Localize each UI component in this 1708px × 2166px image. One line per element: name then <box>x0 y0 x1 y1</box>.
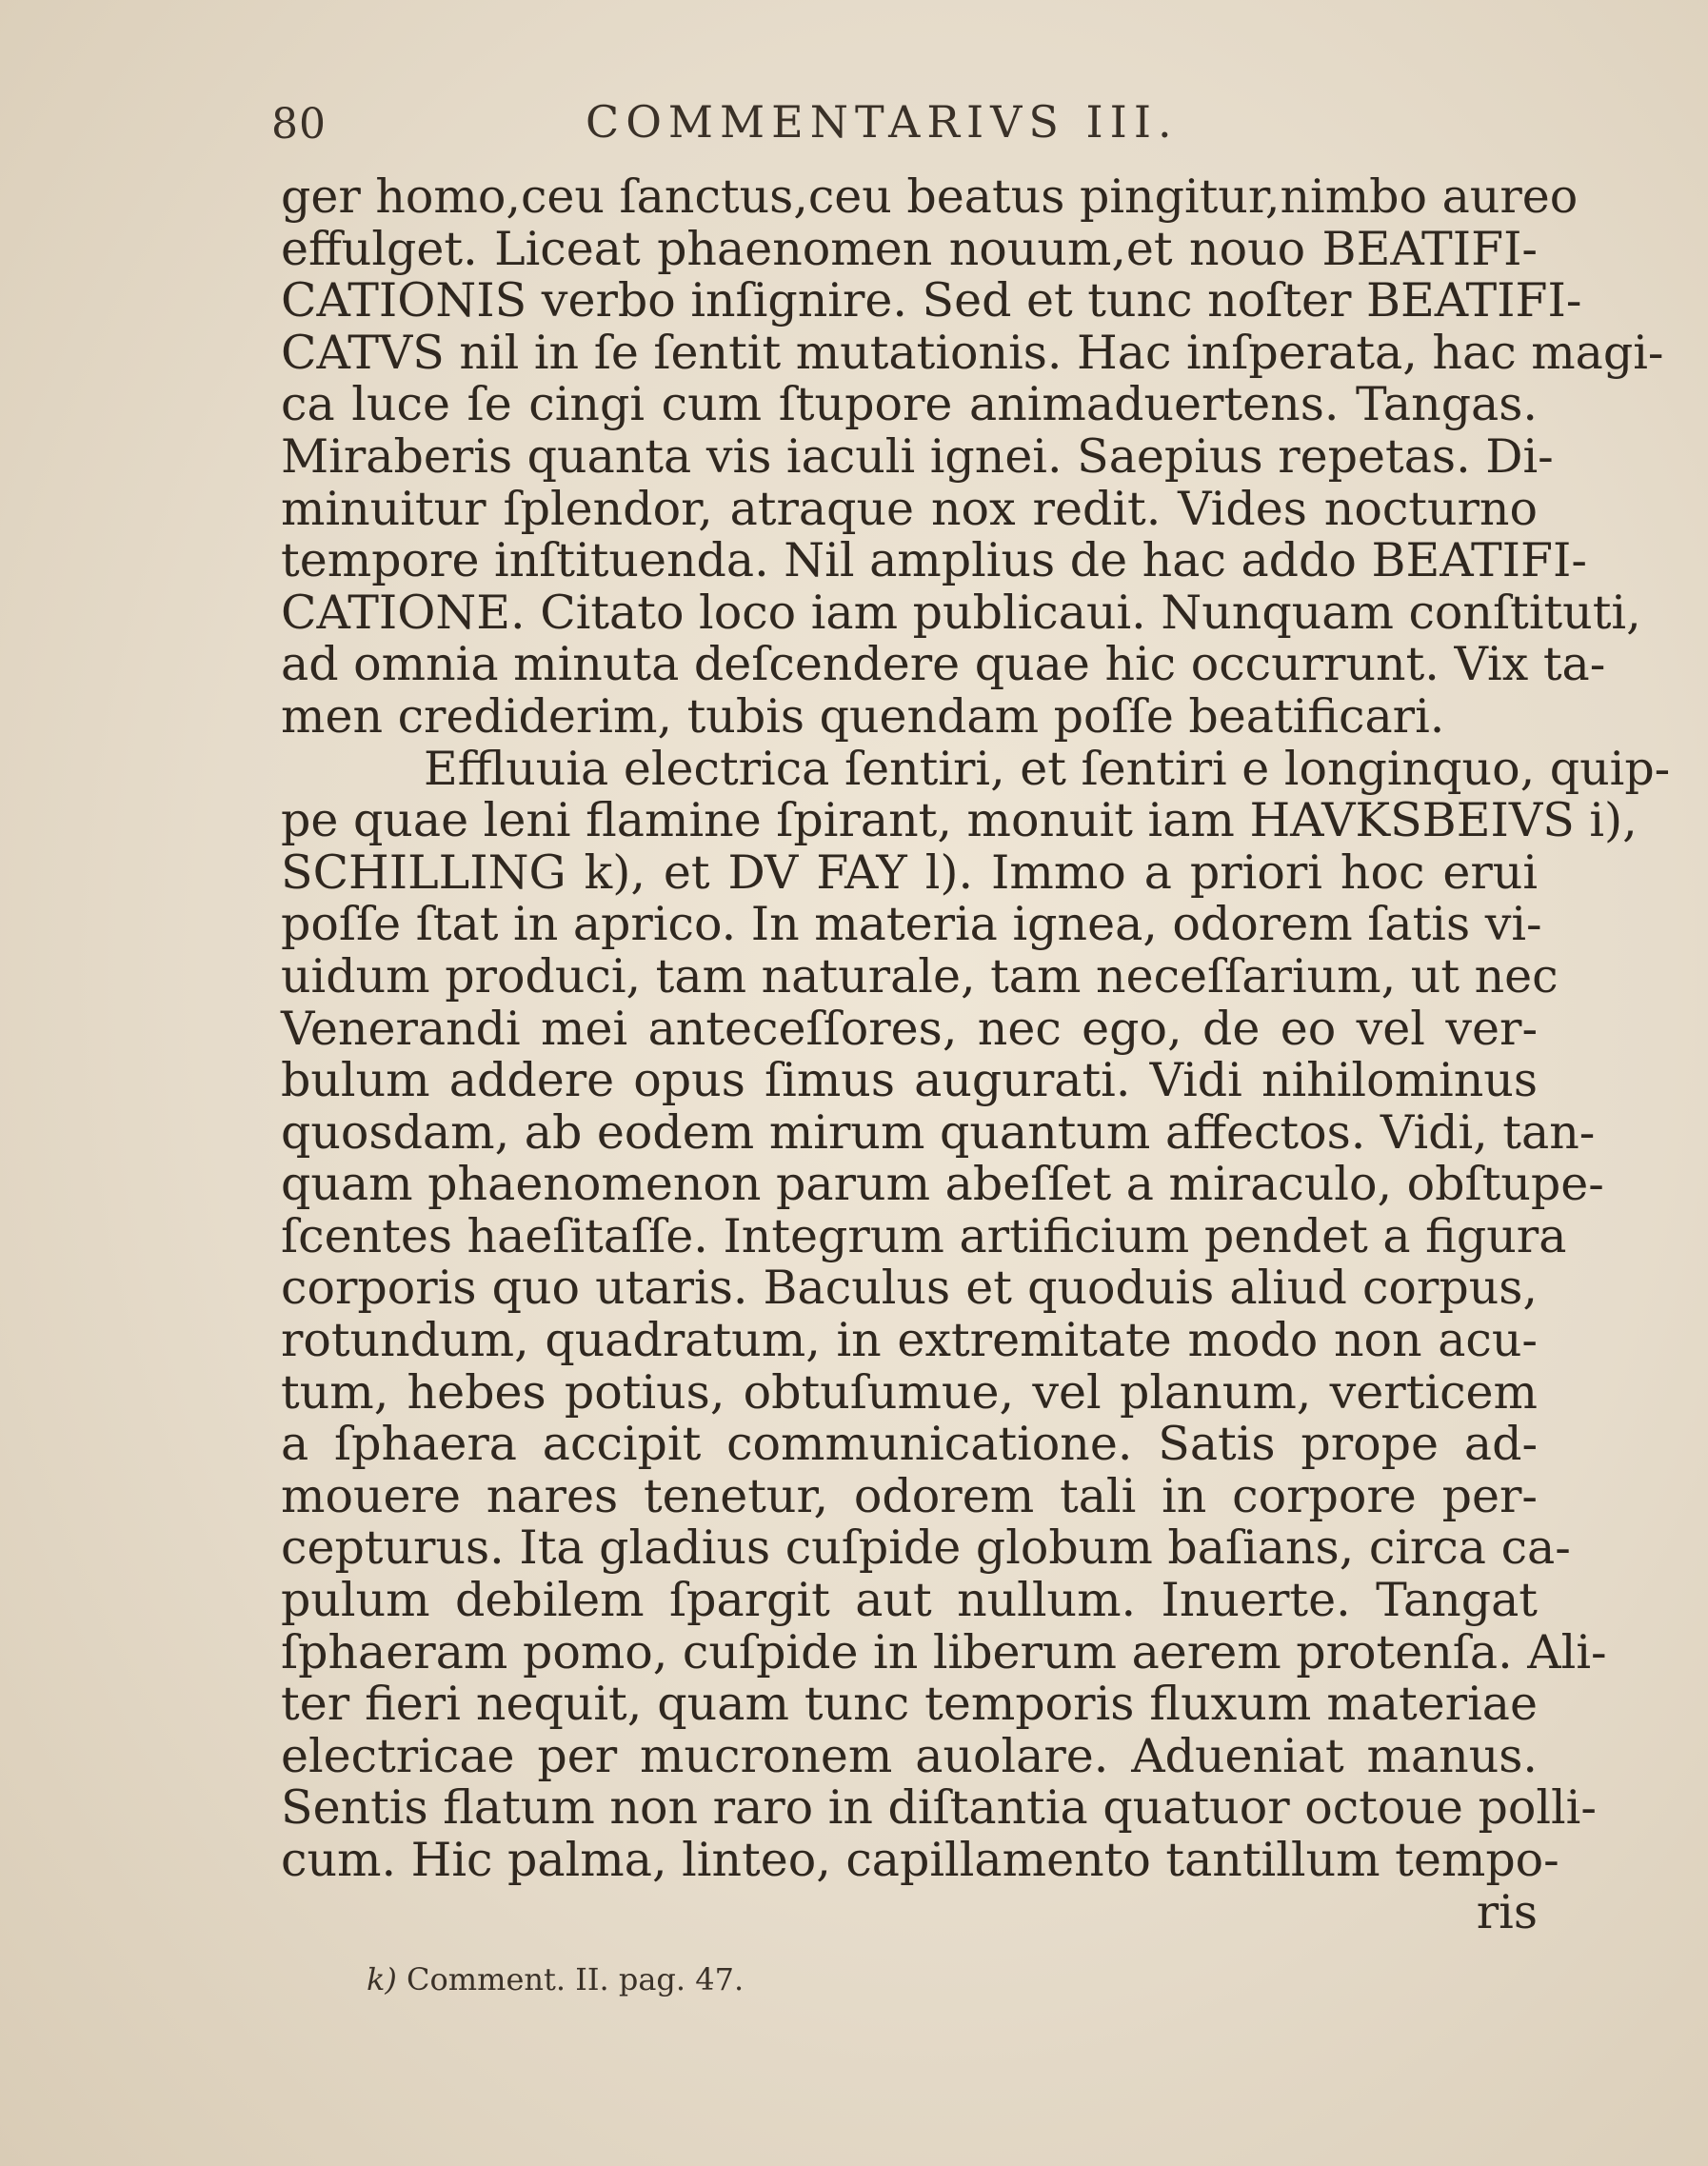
text-line: uidum produci, tam naturale, tam neceſſarium, ut nec <box>281 948 1559 1004</box>
text-line: cum. Hic palma, linteo, capillamento tantillum tempo- <box>281 1833 1559 1887</box>
footnote <box>367 1961 744 1997</box>
text-line: rotundum, quadratum, in extremitate modo non acu- <box>281 1313 1538 1368</box>
text-line: corporis quo utaris. Baculus et quoduis aliud corpus, <box>281 1261 1538 1316</box>
running-head: COMMENTARIVS III. <box>586 96 1179 148</box>
text-line: mouere nares tenetur, odorem tali in corpore per- <box>281 1468 1538 1523</box>
text-line: bulum addere opus ſimus augurati. Vidi nihilominus <box>281 1053 1538 1108</box>
text-line: tum, hebes potius, obtuſumue, vel planum, verticem <box>281 1364 1538 1420</box>
text-line: effulget. Liceat phaenomen nouum,et nouo BEATIFI- <box>281 221 1538 276</box>
page-number: 80 <box>271 100 327 149</box>
text-line: poſſe ſtat in aprico. In materia ignea, odorem ſatis vi- <box>281 897 1542 952</box>
page-header <box>271 90 1223 157</box>
body-text <box>281 169 1671 1939</box>
text-line: ad omnia minuta deſcendere quae hic occurrunt. Vix ta- <box>281 637 1606 692</box>
text-line: CATIONIS verbo inſignire. Sed et tunc noſter BEATIFI- <box>281 273 1582 328</box>
text-line: cepturus. Ita gladius cuſpide globum baſians, circa ca- <box>281 1520 1571 1576</box>
text-line: Venerandi mei anteceſſores, nec ego, de eo vel ver- <box>281 1001 1538 1056</box>
text-line: SCHILLING k), et DV FAY l). Immo a priori hoc erui <box>281 845 1538 900</box>
text-line: quosdam, ab eodem mirum quantum affectos. Vidi, tan- <box>281 1104 1596 1160</box>
footnote-text: Comment. II. pag. 47. <box>407 1961 745 1997</box>
text-line: CATVS nil in ſe ſentit mutationis. Hac inſperata, hac magi- <box>281 325 1664 380</box>
text-line: electricae per mucronem auolare. Adueniat manus. <box>281 1728 1538 1783</box>
text-line: ca luce ſe cingi cum ſtupore animaduertens. Tangas. <box>281 377 1538 432</box>
text-line: ſphaeram pomo, cuſpide in liberum aerem protenſa. Ali- <box>281 1624 1607 1679</box>
text-line: Sentis flatum non raro in diſtantia quatuor octoue polli- <box>281 1780 1597 1836</box>
text-line: ter fieri nequit, quam tunc temporis fluxum materiae <box>281 1677 1538 1732</box>
text-line: ger homo,ceu ſanctus,ceu beatus pingitur,nimbo aureo <box>281 169 1579 224</box>
text-line: men crediderim, tubis quendam poſſe beatificari. <box>281 688 1445 744</box>
footnote-marker: k) <box>367 1961 397 1997</box>
text-line: CATIONE. Citato loco iam publicaui. Nunquam conſtituti, <box>281 585 1641 640</box>
text-line: tempore inſtituenda. Nil amplius de hac addo BEATIFI- <box>281 533 1587 588</box>
catchword: ris <box>1476 1884 1538 1939</box>
text-line: a ſphaera accipit communicatione. Satis prope ad- <box>281 1417 1538 1472</box>
text-line: Effluuia electrica ſentiri, et ſentiri e longinquo, quip- <box>424 741 1671 796</box>
text-line: Miraberis quanta vis iaculi ignei. Saepius repetas. Di- <box>281 428 1554 484</box>
text-line: pulum debilem ſpargit aut nullum. Inuerte. Tangat <box>281 1573 1538 1628</box>
text-line: minuitur ſplendor, atraque nox redit. Vides nocturno <box>281 481 1538 536</box>
text-line: quam phaenomenon parum abeſſet a miraculo, obſtupe- <box>281 1157 1604 1212</box>
text-line: pe quae leni flamine ſpirant, monuit iam HAVKSBEIVS i), <box>281 793 1638 848</box>
text-line: ſcentes haeſitaſſe. Integrum artificium pendet a figura <box>281 1208 1567 1263</box>
